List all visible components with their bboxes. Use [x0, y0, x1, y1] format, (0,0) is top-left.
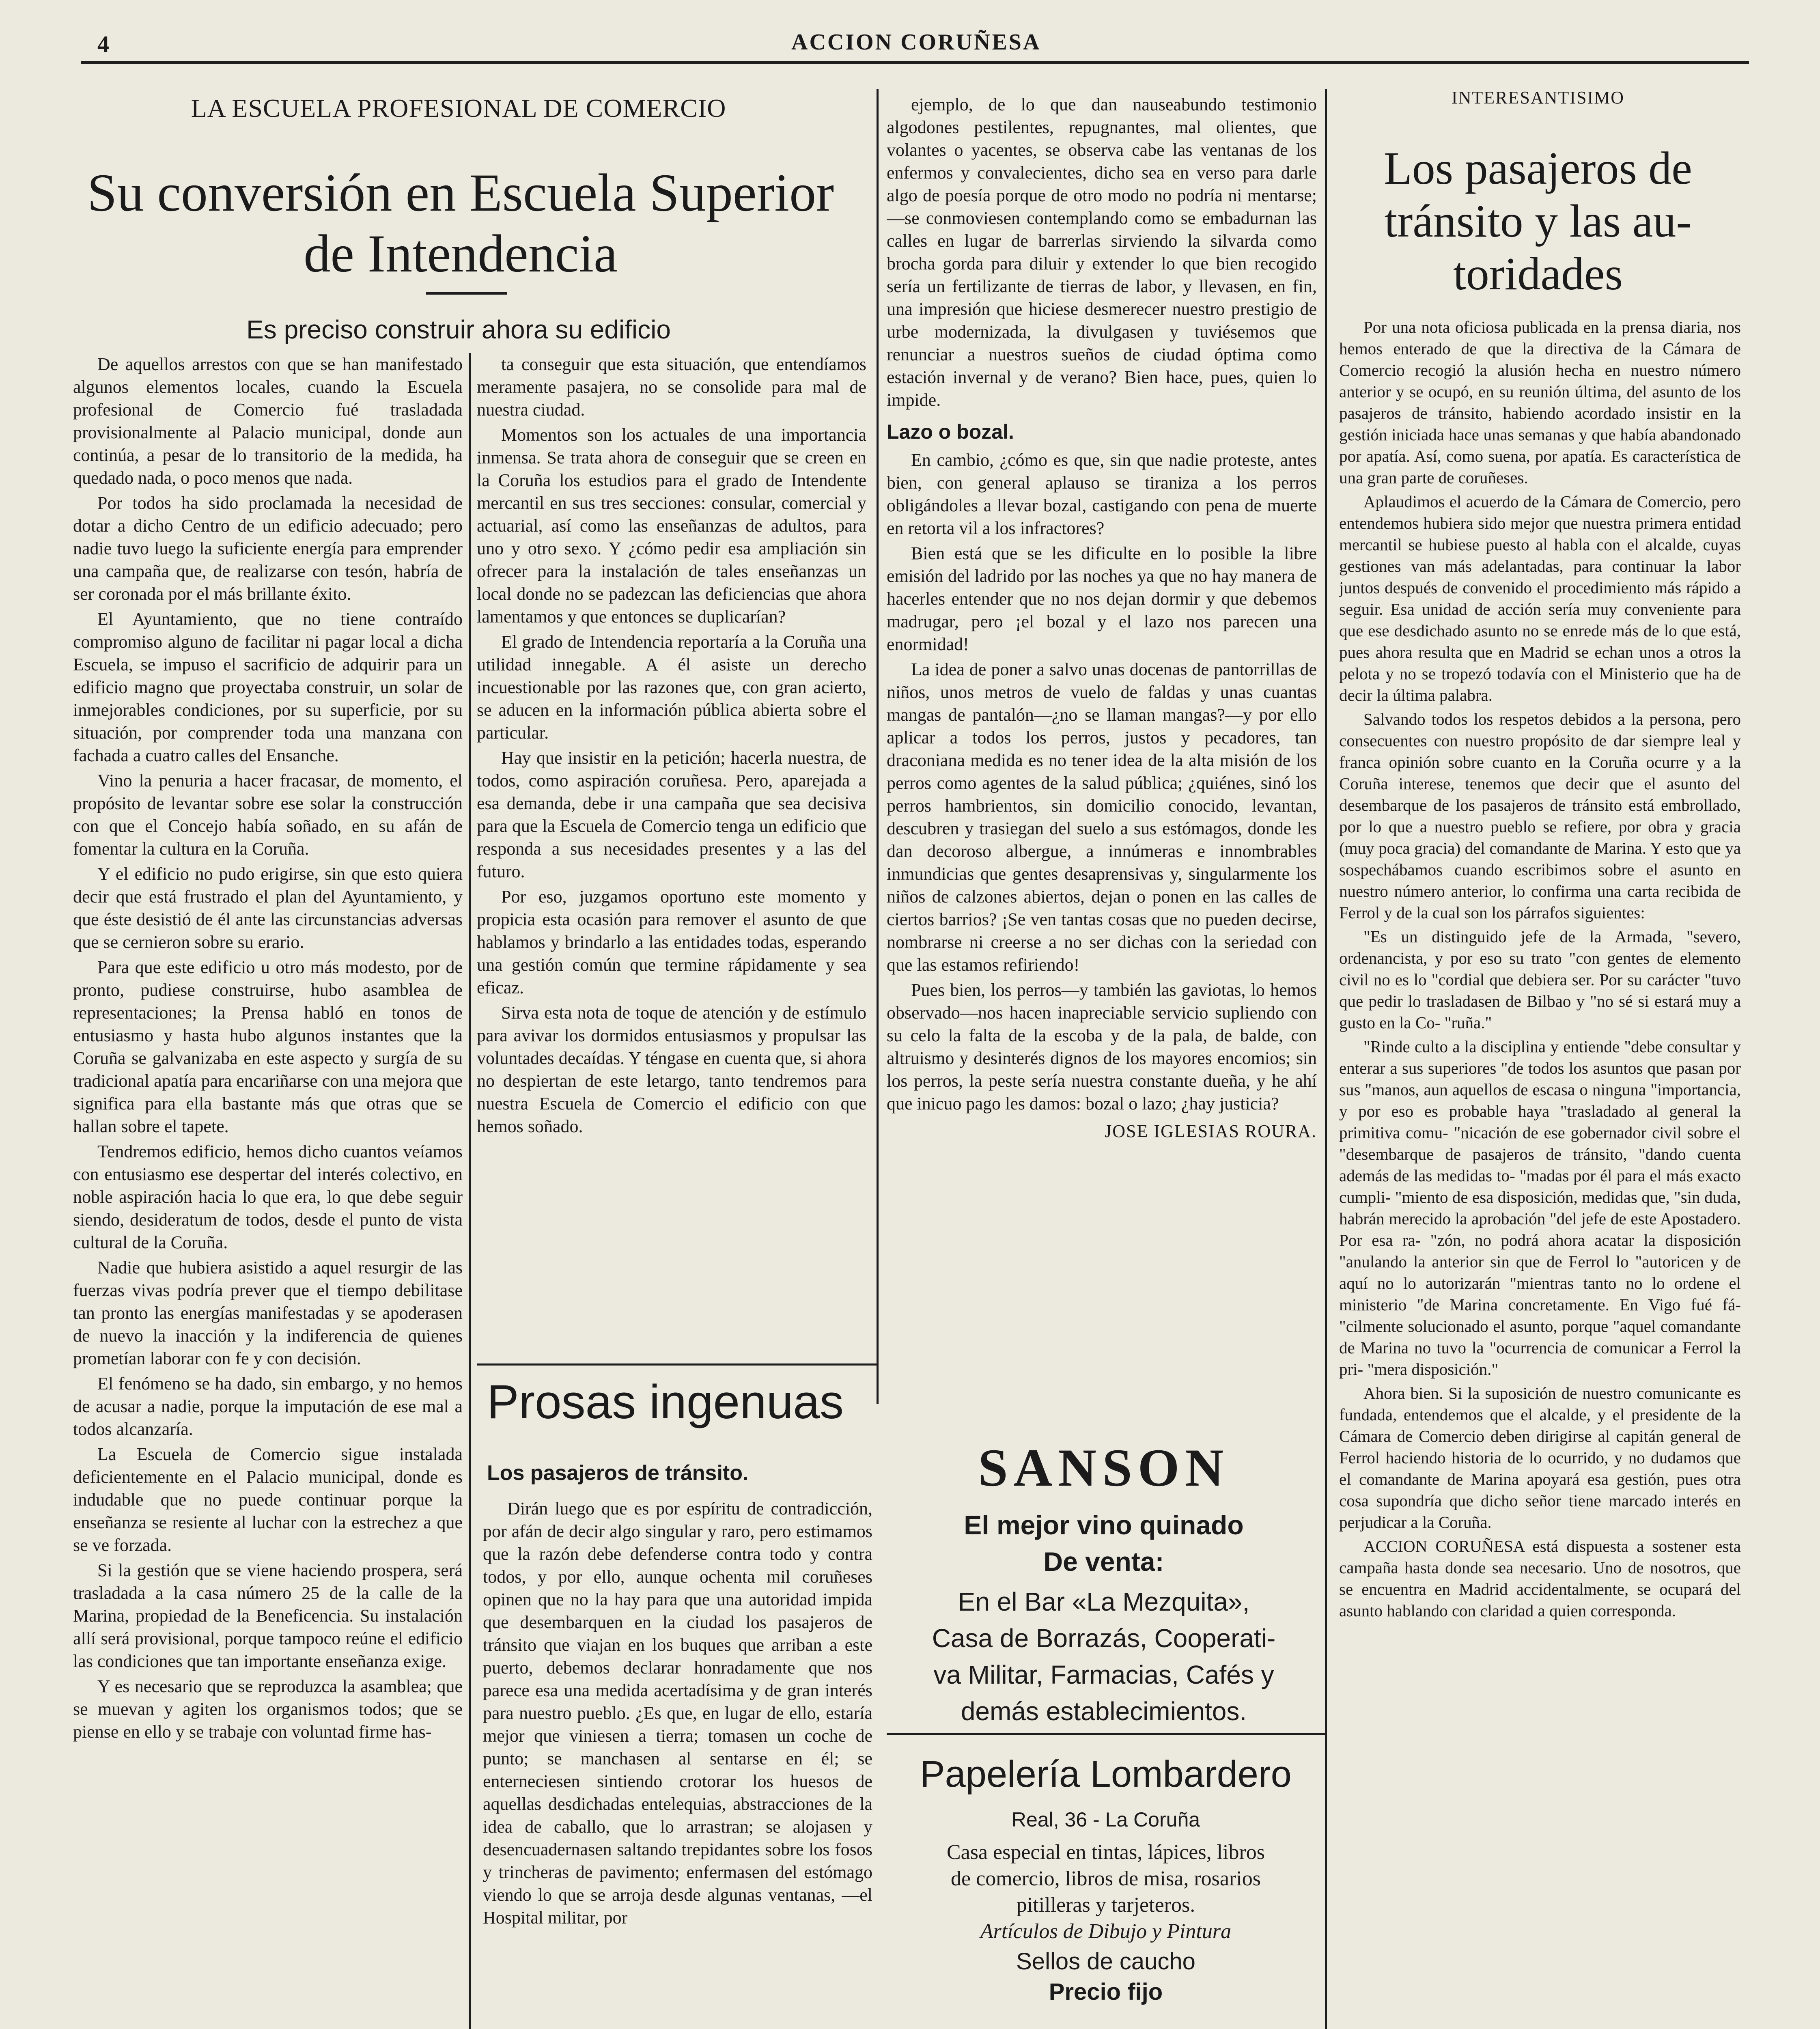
- article1-paragraph: El Ayuntamiento, que no tiene contraído compromiso alguno de facilitar ni pagar local a dicha Escuela, se impuso el sacrificio de adquirir para un edificio magno que proyectaba construir, un solar de inmejorables condiciones, por su superficie, por su situación, por comprender toda una manzana con fachada a cuatro calles del Ensanche.: [73, 609, 463, 765]
- article3-paragraph: Ahora bien. Si la suposición de nuestro comunicante es fundada, entendemos que el alcalde, y el presidente de la Cámara de Comercio deben dirigirse al capitán general de Ferrol haciendo historia de lo ocurrido, y no dudamos que el comandante de Marina apoyará esa gestión, pues otra cosa supondría que dicho señor tiene marcado interés en perjudicar a la Coruña.: [1339, 1384, 1741, 1531]
- papeleria-line-5: Sellos de caucho: [1016, 1948, 1195, 1975]
- sanson-line-1: El mejor vino quinado: [964, 1510, 1244, 1540]
- prosas-paragraph: Dirán luego que es por espíritu de contradicción, por afán de decir algo singular y raro, pero estimamos que la razón debe defenderse contra todo y contra todos, y por ello, aunque ochenta mil coruñeses opinen que no la hay para que una autoridad impida que desembarquen en la ciudad los pasajeros de tránsito que viajan en los buques que arriban a este puerto, debemos declarar honradamente que nos parece esa una medida acertadísima y de gran interés para nuestro pueblo. ¿Es que, en lugar de ello, estaría mejor que viniesen a tierra; tomasen un coche de punto; se manchasen al sentarse en él; se enterneciesen sintiendo crotorar los huesos de aquellas desdichadas entelequias, abstracciones de la idea de caballo, que lo arrastran; se alojasen y desencuadernasen saltando trepidantes sobre los fosos y trincheras de pavimento; enfermasen del estómago viendo lo que se arroja desde algunas ventanas, —el Hospital militar, por: [483, 1499, 872, 1928]
- article3-headline-2: tránsito y las au-: [1384, 195, 1692, 247]
- sanson-rule: [887, 1733, 1325, 1735]
- prosas-section-1-title: Los pasajeros de tránsito.: [487, 1461, 749, 1485]
- article1-paragraph: Si la gestión que se viene haciendo prospera, será trasladada a la casa número 25 de la calle de la Marina, propiedad de la Beneficencia. Su instalación allí será provisional, porque tampoco reúne el edificio las condiciones que tan importante enseñanza exige.: [73, 1560, 463, 1671]
- article1-paragraph: El grado de Intendencia reportaría a la Coruña una utilidad innegable. A él asiste un derecho incuestionable por las razones que, con gran acierto, se aducen en la información pública abierta sobre el particular.: [477, 632, 866, 743]
- article1-paragraph: El fenómeno se ha dado, sin embargo, y no hemos de acusar a nadie, porque la imputación de ese mal a todos alcanzaría.: [73, 1374, 463, 1439]
- column-rule-3: [1325, 89, 1327, 2029]
- column-rule-2: [877, 89, 879, 1404]
- prosas-paragraph: ejemplo, de lo que dan nauseabundo testimonio algodones pestilentes, repugnantes, mal olientes, que volantes o yacentes, se observa cabe las ventanas de los enfermos y convalecientes, dicho sea en verso para darle algo de poesía porque de otro modo no podría ni mentarse; —se conmoviesen contemplando como se embadurnan las calles en lugar de barrerlas sirviendo la silvarda como brocha gorda para diluir y extender lo que bien recogido sería un fertilizante de tierras de labor, y llevasen, en fin, una impresión que hiciese desmerecer nuestro prestigio de urbe modernizada, la divulgasen y tuviésemos que renunciar a nuestros sueños de ciudad óptima como estación invernal y de verano? Bien hace, pues, quien lo impide.: [887, 95, 1317, 410]
- papeleria-line-6: Precio fijo: [1049, 1979, 1163, 2005]
- article1-paragraph: Hay que insistir en la petición; hacerla nuestra, de todos, como aspiración coruñesa. Pero, aparejada a esa demanda, debe ir una campaña que sea decisiva para que la Escuela de Comercio tenga un edificio que responda a sus necesidades presentes y a las del futuro.: [477, 748, 866, 881]
- article1-column-1: [73, 353, 463, 2029]
- sanson-brand: SANSON: [978, 1438, 1230, 1497]
- paper-name: ACCION CORUÑESA: [791, 30, 1041, 55]
- papeleria-ad: [887, 1745, 1325, 2029]
- sanson-line-2: De venta:: [1043, 1547, 1164, 1577]
- article1-paragraph: Sirva esta nota de toque de atención y de estímulo para avivar los dormidos entusiasmos y propulsar las voluntades decaídas. Y téngase en cuenta que, si ahora no despiertan de este letargo, tanto tendremos para nuestra Escuela de Comercio el edificio con que hemos soñado.: [477, 1003, 866, 1136]
- papeleria-address: Real, 36 - La Coruña: [1011, 1808, 1200, 1831]
- article1-paragraph: Y el edificio no pudo erigirse, sin que esto quiera decir que está frustrado el plan del Ayuntamiento, y que éste desistió de él ante las circunstancias adversas que se cernieron sobre su erario.: [73, 864, 463, 952]
- prosas-paragraph: Bien está que se les dificulte en lo posible la libre emisión del ladrido por las noches ya que no hay manera de hacerles entender que no nos dejan dormir y que debemos madrugar, pero ¡el bozal y el lazo nos parecen una enormidad!: [887, 543, 1317, 654]
- papeleria-name: Papelería Lombardero: [920, 1753, 1292, 1795]
- article1-paragraph: Tendremos edificio, hemos dicho cuantos veíamos con entusiasmo ese despertar del interés colectivo, en noble aspiración hacia lo que era, lo que debe seguir siendo, desideratum de todos, desde el punto de vista cultural de la Coruña.: [73, 1142, 463, 1252]
- article1-paragraph: Para que este edificio u otro más modesto, por de pronto, pudiese construirse, hubo asamblea de representaciones; la Prensa habló en tonos de entusiasmo y hasta hubo algunos instantes que la Coruña se galvanizaba en este aspecto y surgía de su tradicional apatía para encariñarse con una mejora que significa para ella bastante más que otras que se hallan sobre el tapete.: [73, 957, 463, 1136]
- prosas-signature: JOSE IGLESIAS ROURA.: [1105, 1121, 1317, 1141]
- sanson-line-3: En el Bar «La Mezquita»,: [958, 1587, 1250, 1616]
- prosas-column-1: [483, 1497, 872, 2029]
- prosas-column-2: [887, 93, 1317, 1408]
- article3-paragraph: "Rinde culto a la disciplina y entiende "debe consultar y enterar a sus superiores "de todos los asuntos que pasan por sus "manos, aun aquellos de escasa o ninguna "importancia, y por eso es probable haya "trasladado al general la primitiva comu- "nicación de ese gobernador civil sobre el "desembarque de pasajeros de tránsito, "dando cuenta además de las medidas to- "madas por él para el más exacto cumpli- "miento de esa disposición, medidas que, "sin duda, habrán merecido la aprobación "del jefe de este Apostadero. Por esa ra- "zón, no podrá ahora acatar la disposición "anulando la anterior sin que de Ferrol lo "autoricen y de aquí no lo autorizarán "mientras tanto no lo ordene el ministerio "de Marina concretamente. En Vigo fué fá- "cilmente solucionado el asunto, porque "aquel comandante de Marina no tuvo la "ocurrencia de comunicar a Ferrol la pri- "mera disposición.": [1339, 1037, 1741, 1379]
- article3-paragraph: Salvando todos los respetos debidos a la persona, pero consecuentes con nuestro propósito de dar siempre leal y franca opinión sobre cuanto en la Coruña ocurre y a la Coruña interese, tenemos que decir que el asunto del desembarque de los pasajeros de tránsito está embrollado, por lo que a nuestro pueblo se refiere, por obra y gracia (muy poca gracia) del comandante de Marina. Y esto que ya sospechábamos cuando escribimos sobre el asunto en nuestro número anterior, lo confirma una carta recibida de Ferrol y de la cual son los párrafos siguientes:: [1339, 710, 1741, 922]
- article1-paragraph: Por eso, juzgamos oportuno este momento y propicia esta ocasión para remover el asunto de que hablamos y brindarlo a las entidades todas, esperando una gestión común que termine rápidamente y sea eficaz.: [477, 887, 866, 997]
- article1-headline-1: Su conversión en Escuela Superior: [87, 163, 834, 222]
- article1-paragraph: Por todos ha sido proclamada la necesidad de dotar a dicho Centro de un edificio adecuado; pero nadie tuvo luego la suficiente energía para emprender una campaña que, de realizarse con tesón, habría de ser coronada por el más brillante éxito.: [73, 493, 463, 604]
- prosas-paragraph: En cambio, ¿cómo es que, sin que nadie proteste, antes bien, con general aplauso se tiraniza a los perros obligándoles a llevar bozal, castigando con pena de muerte en retorta vil a los infractores?: [887, 450, 1317, 538]
- article1-paragraph: De aquellos arrestos con que se han manifestado algunos elementos locales, cuando la Escuela profesional de Comercio fué trasladada provisionalmente al Palacio municipal, donde aun continúa, a pesar de lo transitorio de la medida, ha quedado nada, o poco menos que nada.: [73, 354, 463, 488]
- sanson-line-4: Casa de Borrazás, Cooperati-: [932, 1624, 1276, 1653]
- article1-paragraph: Momentos son los actuales de una importancia inmensa. Se trata ahora de conseguir que se creen en la Coruña los estudios para el grado de Intendente mercantil en sus tres secciones: consular, comercial y actuarial, así como las enseñanzas de adultos, para uno y otro sexo. Y ¿cómo pedir esa ampliación sin ofrecer para la instalación de tales enseñanzas un local donde no se padezcan las deficiencias que ahora lamentamos y que entonces se duplicarían?: [477, 425, 866, 627]
- papeleria-desc-1: Casa especial en tintas, lápices, libros: [946, 1841, 1265, 1864]
- article1-paragraph: La Escuela de Comercio sigue instalada deficientemente en el Palacio municipal, donde es indudable que no puede continuar porque la enseñanza se resiente al luchar con la estrechez a que se ve forzada.: [73, 1444, 463, 1555]
- masthead-rule: [81, 61, 1749, 64]
- prosas-title: Prosas ingenuas: [487, 1375, 844, 1429]
- page-number: 4: [97, 31, 109, 57]
- article1-paragraph: ta conseguir que esta situación, que entendíamos meramente pasajera, no se consolide para mal de nuestra ciudad.: [477, 354, 866, 420]
- papeleria-desc-2: de comercio, libros de misa, rosarios: [951, 1867, 1261, 1890]
- prosas-section-2-title: Lazo o bozal.: [887, 420, 1014, 443]
- papeleria-line-4: Artículos de Dibujo y Pintura: [980, 1920, 1232, 1943]
- article3-headline-1: Los pasajeros de: [1384, 142, 1692, 194]
- headline-rule: [426, 292, 507, 295]
- prosas-top-rule: [477, 1363, 877, 1366]
- sanson-line-5: va Militar, Farmacias, Cafés y: [933, 1660, 1274, 1689]
- sanson-line-6: demás establecimientos.: [961, 1697, 1247, 1726]
- prosas-paragraph: La idea de poner a salvo unas docenas de pantorrillas de niños, unos metros de vuelo de faldas y unas cuantas mangas de pantalón—¿no se llaman mangas?—y por ello aplicar a todos los perros, justos y pecadores, tan draconiana medida es no tener idea de la alta misión de los perros como agentes de la salud pública; ¿quiénes, sinó los perros hambrientos, sin domicilio conocido, levantan, descubren y trasiegan del suelo a sus estómagos, donde les dan decoroso albergue, a innúmeras e innombrables inmundicias que gentes desaprensivas y, singularmente los niños de calzones abiertos, dejan o ponen en las calles de ciertos barrios? ¡Se ven tantas cosas que no pueden decirse, nombrarse ni creerse a no ser dichas con la seriedad con que las estamos refiriendo!: [887, 659, 1317, 975]
- papeleria-desc-3: pitilleras y tarjeteros.: [1016, 1893, 1195, 1917]
- article3-headline-3: toridades: [1453, 248, 1623, 299]
- article3-paragraph: Aplaudimos el acuerdo de la Cámara de Comercio, pero entendemos hubiera sido mejor que nuestra primera entidad mercantil se hubiese puesto al habla con el alcalde, cuyas gestiones van más adelantadas, para continuar la labor juntos después de convenido el procedimiento más rápido a seguir. Esa unidad de acción sería muy conveniente para que ese desdichado asunto no se enrede más de lo que está, pues ahora resulta que en Madrid se echan unos a otros la pelota y no se tropezó todavía con el Ministerio que ha de decir la última palabra.: [1339, 492, 1741, 704]
- prosas-paragraph: Pues bien, los perros—y también las gaviotas, lo hemos observado—nos hacen inapreciable servicio supliendo con su celo la falta de la escoba y de la pala, de balde, con altruismo y desinterés dignos de los mayores encomios; sin los perros, la peste sería nuestra constante dueña, y he ahí que inicuo pago les damos: bozal o lazo; ¿hay justicia?: [887, 980, 1317, 1114]
- article3-paragraph: ACCION CORUÑESA está dispuesta a sostener esta campaña hasta donde sea necesario. Uno de nosotros, que se encuentra en Madrid accidentalmente, se ocupará del asunto hablando con claridad a quien corresponda.: [1339, 1537, 1741, 1620]
- article1-paragraph: Nadie que hubiera asistido a aquel resurgir de las fuerzas vivas podría prever que el tiempo debilitase tan pronto las energías manifestadas y se apoderasen de nuevo la inacción y la indiferencia de quienes prometían laborar con fe y con decisión.: [73, 1258, 463, 1368]
- article1-column-2: [477, 353, 866, 1380]
- column-rule-1: [469, 353, 471, 2029]
- article3-body: [1339, 317, 1741, 2029]
- article3-kicker: INTERESANTISIMO: [1452, 88, 1624, 108]
- article1-paragraph: Y es necesario que se reproduzca la asamblea; que se muevan y agiten los organismos todos; que se piense en ello y se trabaje con voluntad firme has-: [73, 1676, 463, 1742]
- article1-kicker: LA ESCUELA PROFESIONAL DE COMERCIO: [191, 94, 726, 123]
- article1-deck: Es preciso construir ahora su edificio: [246, 315, 671, 344]
- article1-paragraph: Vino la penuria a hacer fracasar, de momento, el propósito de levantar sobre ese solar la construcción con que el Concejo había soñado, en su afán de fomentar la cultura en la Coruña.: [73, 771, 463, 859]
- article1-headline-2: de Intendencia: [304, 224, 618, 283]
- article3-paragraph: "Es un distinguido jefe de la Armada, "severo, ordenancista, y por eso su trato "con gentes de elemento civil no es lo "cordial que debiera ser. Por su carácter "tuvo que pedir lo trasladasen de Bilbao y "no sé si estará muy a gusto en la Co- "ruña.": [1339, 927, 1741, 1032]
- article3-paragraph: Por una nota oficiosa publicada en la prensa diaria, nos hemos enterado de que la directiva de la Cámara de Comercio recogió la alusión hecha en nuestro número anterior y se ocupó, en su reunión última, del asunto de los pasajeros de tránsito, habiendo acordado insistir en la gestión iniciada hace unas semanas y que había abandonado por apatía. Así, como suena, por apatía. Es característica de una gran parte de coruñeses.: [1339, 318, 1741, 487]
